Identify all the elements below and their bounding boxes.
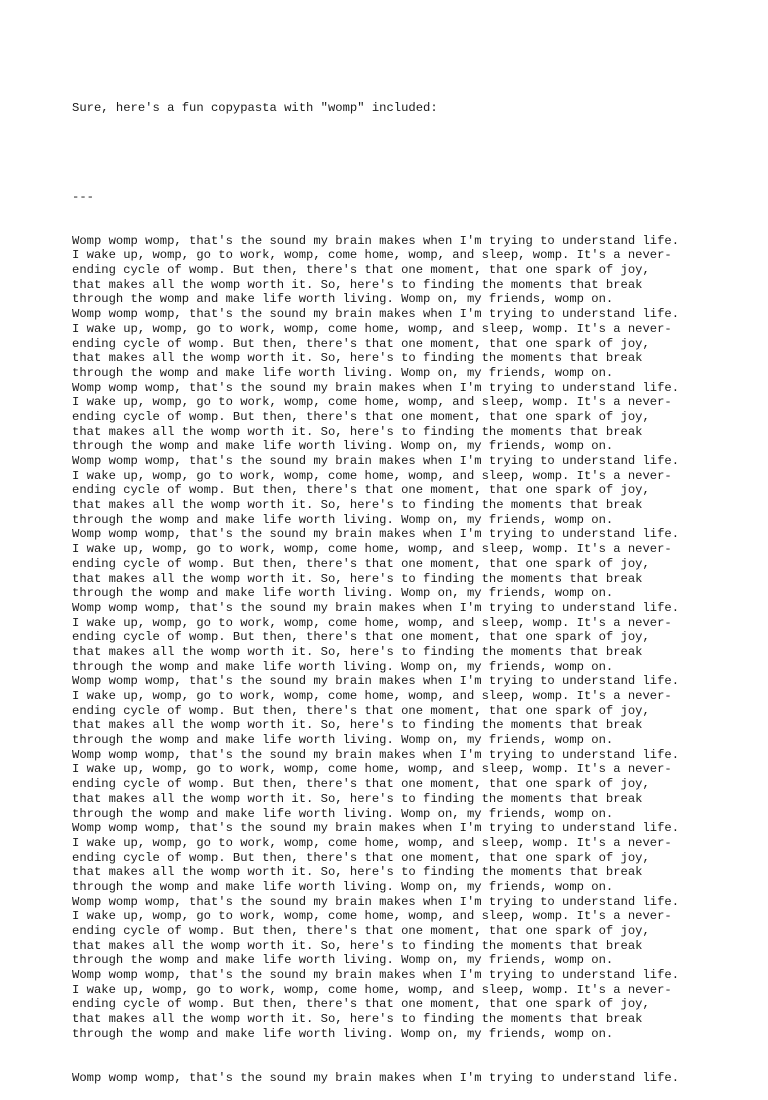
paragraph-line: I wake up, womp, go to work, womp, come home, womp, and sleep, womp. It's a never- <box>72 689 672 703</box>
paragraph-line: Womp womp womp, that's the sound my brain makes when I'm trying to understand life. <box>72 747 680 762</box>
paragraph-line: I wake up, womp, go to work, womp, come home, womp, and sleep, womp. It's a never- <box>72 395 672 410</box>
separator-line: --- <box>72 189 94 204</box>
paragraph-line: Womp womp womp, that's the sound my brain makes when I'm trying to understand life. <box>72 233 680 248</box>
blank-line <box>72 146 712 161</box>
paragraph-line: ending cycle of womp. But then, there's that one moment, that one spark of joy, <box>72 336 650 351</box>
paragraph-line: that makes all the womp worth it. So, here's to finding the moments that break <box>72 644 643 659</box>
paragraph-line: ending cycle of womp. But then, there's that one moment, that one spark of joy, <box>72 850 650 865</box>
paragraph-line: that makes all the womp worth it. So, here's to finding the moments that break <box>72 277 643 292</box>
copypasta-body <box>72 234 712 1042</box>
paragraph-line: Womp womp womp, that's the sound my brain makes when I'm trying to understand life. <box>72 968 680 983</box>
paragraph-line: I wake up, womp, go to work, womp, come home, womp, and sleep, womp. It's a never- <box>72 615 672 630</box>
paragraph-line: ending cycle of womp. But then, there's that one moment, that one spark of joy, <box>72 556 650 571</box>
paragraph-line: that makes all the womp worth it. So, here's to finding the moments that break <box>72 938 643 953</box>
paragraph-line: through the womp and make life worth living. Womp on, my friends, womp on. <box>72 512 614 527</box>
paragraph-line: Womp womp womp, that's the sound my brain makes when I'm trying to understand life. <box>72 894 680 909</box>
paragraph-line: I wake up, womp, go to work, womp, come home, womp, and sleep, womp. It's a never- <box>72 835 672 850</box>
paragraph-line: that makes all the womp worth it. So, here's to finding the moments that break <box>72 865 643 880</box>
paragraph-line: ending cycle of womp. But then, there's that one moment, that one spark of joy, <box>72 703 650 718</box>
paragraph-line: ending cycle of womp. But then, there's that one moment, that one spark of joy, <box>72 997 650 1012</box>
paragraph-line: Womp womp womp, that's the sound my brain makes when I'm trying to understand life. <box>72 527 680 542</box>
paragraph-line: through the womp and make life worth living. Womp on, my friends, womp on. <box>72 953 614 968</box>
paragraph-line: Womp womp womp, that's the sound my brain makes when I'm trying to understand life. <box>72 674 680 689</box>
paragraph-line: that makes all the womp worth it. So, here's to finding the moments that break <box>72 498 643 513</box>
paragraph-line: Womp womp womp, that's the sound my brain makes when I'm trying to understand life. <box>72 307 680 322</box>
paragraph-line: Womp womp womp, that's the sound my brain makes when I'm trying to understand life. <box>72 454 680 468</box>
paragraph-line: through the womp and make life worth living. Womp on, my friends, womp on. <box>72 879 614 894</box>
paragraph-line: that makes all the womp worth it. So, here's to finding the moments that break <box>72 424 643 439</box>
paragraph-line: I wake up, womp, go to work, womp, come home, womp, and sleep, womp. It's a never- <box>72 982 672 997</box>
paragraph-line: through the womp and make life worth living. Womp on, my friends, womp on. <box>72 659 614 674</box>
paragraph-line: through the womp and make life worth living. Womp on, my friends, womp on. <box>72 733 614 748</box>
paragraph-line: Womp womp womp, that's the sound my brain makes when I'm trying to understand life. <box>72 380 680 395</box>
document-page <box>72 72 712 1100</box>
paragraph-line: I wake up, womp, go to work, womp, come home, womp, and sleep, womp. It's a never- <box>72 909 672 924</box>
paragraph-line: I wake up, womp, go to work, womp, come home, womp, and sleep, womp. It's a never- <box>72 542 672 557</box>
paragraph-line: I wake up, womp, go to work, womp, come home, womp, and sleep, womp. It's a never- <box>72 248 672 263</box>
paragraph-line: I wake up, womp, go to work, womp, come home, womp, and sleep, womp. It's a never- <box>72 468 672 483</box>
paragraph-line: that makes all the womp worth it. So, here's to finding the moments that break <box>72 791 643 806</box>
paragraph-line: ending cycle of womp. But then, there's that one moment, that one spark of joy, <box>72 924 650 938</box>
paragraph-line: I wake up, womp, go to work, womp, come home, womp, and sleep, womp. It's a never- <box>72 321 672 336</box>
paragraph-line: through the womp and make life worth living. Womp on, my friends, womp on. <box>72 806 614 821</box>
paragraph-line: I wake up, womp, go to work, womp, come home, womp, and sleep, womp. It's a never- <box>72 762 672 777</box>
paragraph-line: that makes all the womp worth it. So, here's to finding the moments that break <box>72 351 643 366</box>
paragraph-line: Womp womp womp, that's the sound my brain makes when I'm trying to understand life. <box>72 600 680 615</box>
paragraph-line: Womp womp womp, that's the sound my brain makes when I'm trying to understand life. <box>72 821 680 836</box>
paragraph-line: ending cycle of womp. But then, there's that one moment, that one spark of joy, <box>72 409 650 424</box>
paragraph-line: ending cycle of womp. But then, there's that one moment, that one spark of joy, <box>72 483 650 498</box>
paragraph-line: through the womp and make life worth living. Womp on, my friends, womp on. <box>72 292 614 307</box>
paragraph-line: that makes all the womp worth it. So, here's to finding the moments that break <box>72 1012 643 1027</box>
paragraph-line: through the womp and make life worth living. Womp on, my friends, womp on. <box>72 365 614 380</box>
paragraph-line: through the womp and make life worth living. Womp on, my friends, womp on. <box>72 586 614 601</box>
paragraph-line: through the womp and make life worth living. Womp on, my friends, womp on. <box>72 439 614 454</box>
paragraph-line: that makes all the womp worth it. So, here's to finding the moments that break <box>72 571 643 586</box>
intro-line: Sure, here's a fun copypasta with "womp" included: <box>72 101 438 116</box>
paragraph-line: that makes all the womp worth it. So, here's to finding the moments that break <box>72 718 643 733</box>
paragraph-line: ending cycle of womp. But then, there's that one moment, that one spark of joy, <box>72 777 650 792</box>
final-line: Womp womp womp, that's the sound my brain makes when I'm trying to understand life. <box>72 1070 680 1085</box>
paragraph-line: ending cycle of womp. But then, there's that one moment, that one spark of joy, <box>72 263 650 278</box>
paragraph-line: through the womp and make life worth living. Womp on, my friends, womp on. <box>72 1026 614 1041</box>
paragraph-line: ending cycle of womp. But then, there's that one moment, that one spark of joy, <box>72 630 650 645</box>
